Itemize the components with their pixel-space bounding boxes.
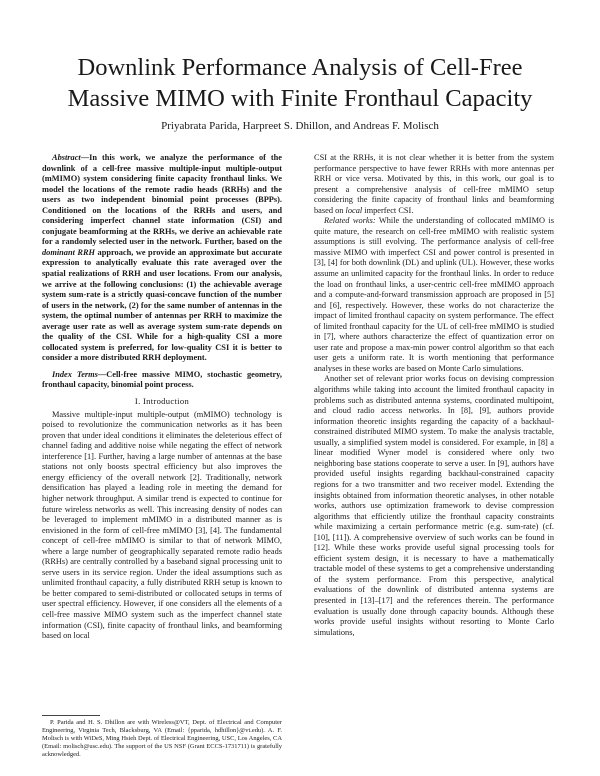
intro-cont-emphasis: local bbox=[345, 205, 363, 215]
abstract-text-2: approach, we provide an approximate but accurate expression to analytically evaluate this rate averaged over the spatial realizations of RRH and user locations. From our analysis, we arrive at the following conclusions: (1) the achievable average system sum-rate is a strictly quasi-concave function of the number of users in the network, (2) for the same number of antennas in the system, the optimal number of antennas per RRH to maximize the average user rate as well as average system sum-rate depends on the quality of the CSI. While for a high-quality CSI a more collocated system is preferred, for low-quality CSI it is better to consider a more distributed RRH deployment. bbox=[42, 247, 282, 363]
paper-title: Downlink Performance Analysis of Cell-Free Massive MIMO with Finite Fronthaul Capacity bbox=[67, 54, 533, 112]
abstract-emphasis: dominant RRH bbox=[42, 247, 96, 257]
author-affiliation-footnote bbox=[42, 719, 282, 759]
right-column bbox=[314, 153, 554, 638]
abstract bbox=[42, 153, 282, 364]
intro-paragraph-1: Massive multiple-input multiple-output (mMIMO) technology is poised to revolutionize the communication networks as it has been proven that under ideal conditions it eliminates the deleterious effect of channel fading and additive noise while negating the effect of network interference [1]. Further, having a large number of antennas at the base stations not only boosts spectral efficiency but also improves the energy efficiency of the overall network [2]. Traditionally, network densification has played a leading role in meeting the demand for higher network throughput. A similar trend is expected to continue for future wireless networks as well. This increasing density of nodes can be leveraged to implement mMIMO in a distributed manner as is envisioned in the form of cell-free mMIMO [3], [4]. The fundamental concept of cell-free mMIMO is similar to that of network MIMO, where a large number of geographically separated remote radio heads (RRHs) are centrally controlled by a baseband signal processing unit to serve users in its service region. Under the ideal assumptions such as unlimited fronthaul capacity, a fully distributed RRH setup is known to be better compared to semi-distributed or collocated setups in terms of user spectral efficiency. However, if one considers all the elements of a cell-free massive MIMO system such as the imperfect channel state information (CSI), finite capacity of fronthaul links, and beamforming based on local bbox=[42, 409, 282, 641]
related-works-label: Related works: bbox=[324, 216, 376, 226]
footnote-text: P. Parida and H. S. Dhillon are with Wireless@VT, Dept. of Electrical and Computer Engineering, Virginia Tech, Blacksburg, VA (Email: {pparida, hdhillon}@vt.edu). A. F. Molisch is with WiDeS, Ming Hsieh Dept. of Electrical Engineering, USC, Los Angeles, CA (Email: molisch@usc.edu). The support of the US NSF (Grant ECCS-1731711) is gratefully acknowledged. bbox=[42, 719, 282, 759]
index-terms bbox=[42, 370, 282, 391]
section-heading-introduction: I. Introduction bbox=[134, 396, 190, 407]
related-works-text: While the understanding of collocated mMIMO is quite mature, the research on cell-free mMIMO with realistic system assumptions is still evolving. The performance analysis of cell-free massive MIMO with imperfect CSI and power control is presented in [3], [4] for both downlink (DL) and uplink (UL). However, these works assume an unlimited capacity for the fronthaul links. In order to reduce the load on fronthaul links, a user-centric cell-free mMIMO approach and a compute-and-forward transmission approach are proposed in [5] and [6], respectively. However, these works do not characterize the impact of limited fronthaul capacity on system performance. The effect of limited fronthaul capacity for the UL of cell-free mMIMO is studied in [7], where authors characterize the effect of quantization error on user rate and propose a max-min power control algorithm so that each user gets a uniform rate. It is worth mentioning that performance analyses in these works are based on Monte Carlo simulations. bbox=[314, 216, 554, 373]
intro-cont-text: CSI at the RRHs, it is not clear whether it is better from the system performance perspective to have fewer RRHs with more antennas per RRH or vice versa. Motivated by this, in this work, our goal is to present a comprehensive analysis of cell-free mMIMO setup considering the finite capacity of fronthaul links and beamforming based on bbox=[314, 153, 554, 215]
intro-paragraph-1-continued bbox=[314, 153, 554, 216]
intro-cont-end: imperfect CSI. bbox=[362, 205, 414, 215]
intro-paragraph-3: Another set of relevant prior works focus on devising compression algorithms while taking into account the limited fronthaul capacity in problems such as distributed antenna systems, coordinated multipoint, and cloud radio access networks. In [8], [9], authors provide information theoretic insights regarding the capacity of a backhaul-constrained distributed MIMO system. To make the analysis tractable, usually, a simplified system model is considered. For example, in [8] a linear modified Wyner model is considered where only two neighboring base stations cooperate to serve a user. In [9], authors have provided useful insights regarding backhaul-constrained capacity regions for a two transmitter and two receiver model. Extending the insights obtained from information theoretic analyses, in other notable works, authors use optimization framework to devise compression algorithms that efficiently utilize the fronthaul capacity constraints while maximizing a certain performance metric (e.g. sum-rate) (cf. [10], [11]). A comprehensive overview of such works can be found in [12]. While these works provide useful signal processing tools for efficient system design, it is necessary to have a mathematically tractable model of these systems to get a comprehensive understanding of the system performance. From this perspective, analytical evaluations of the downlink of distributed antenna systems are presented in [13]–[17] and the references therein. The performance evaluation is usually done through capacity bounds. Although these works provide useful insights without resorting to Monte Carlo simulations, bbox=[314, 374, 554, 637]
abstract-text-1: —In this work, we analyze the performance of the downlink of a cell-free massive multiple-input multiple-output (mMIMO) system considering finite capacity fronthaul links. We model the locations of the remote radio heads (RRHs) and the users as two independent binomial point processes (BPPs). Conditioned on the locations of the RRHs and users, and considering imperfect channel state information (CSI) and conjugate beamforming at the RRHs, we derive an achievable rate for a randomly selected user in the network. Further, based on the bbox=[42, 153, 282, 247]
index-terms-label: Index Terms bbox=[52, 369, 98, 379]
abstract-label: Abstract bbox=[52, 153, 81, 162]
author-list: Priyabrata Parida, Harpreet S. Dhillon, and Andreas F. Molisch bbox=[161, 120, 439, 132]
related-works-paragraph bbox=[314, 216, 554, 374]
index-terms-text: —Cell-free massive MIMO, stochastic geometry, fronthaul capacity, binomial point process. bbox=[42, 369, 282, 390]
left-column bbox=[42, 153, 282, 642]
footnote-rule bbox=[42, 715, 100, 716]
